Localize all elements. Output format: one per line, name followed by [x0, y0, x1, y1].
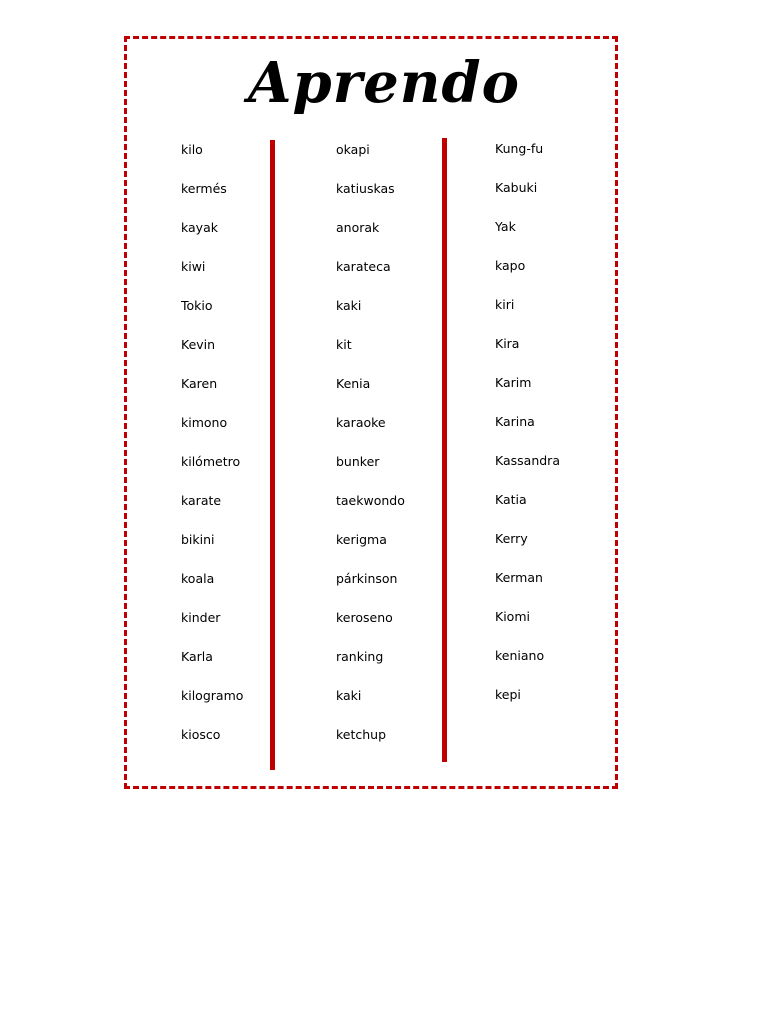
word-item: Kira [495, 336, 520, 351]
word-item: Tokio [181, 298, 213, 313]
word-item: kit [336, 337, 352, 352]
word-item: kerigma [336, 532, 387, 547]
word-item: keniano [495, 648, 545, 663]
column-divider-2 [442, 138, 447, 762]
word-column-2 [336, 142, 405, 766]
word-item: okapi [336, 142, 370, 157]
word-item: kilómetro [181, 454, 241, 469]
word-item: kermés [181, 181, 227, 196]
word-item: Karen [181, 376, 218, 391]
word-item: Kevin [181, 337, 216, 352]
word-item: kimono [181, 415, 228, 430]
word-item: kilo [181, 142, 203, 157]
word-item: bunker [336, 454, 380, 469]
word-item: kepi [495, 687, 521, 702]
word-item: Karim [495, 375, 532, 390]
word-item: katiuskas [336, 181, 395, 196]
word-item: kilogramo [181, 688, 244, 703]
word-item: ketchup [336, 727, 387, 742]
word-column-3 [495, 141, 560, 726]
word-item: Kabuki [495, 180, 538, 195]
word-item: bikini [181, 532, 215, 547]
word-item: Karina [495, 414, 535, 429]
word-item: taekwondo [336, 493, 405, 508]
word-item: kiri [495, 297, 515, 312]
word-item: kaki [336, 688, 362, 703]
word-item: anorak [336, 220, 380, 235]
word-item: kaki [336, 298, 362, 313]
word-item: kiosco [181, 727, 221, 742]
word-item: kiwi [181, 259, 206, 274]
word-item: Kerman [495, 570, 543, 585]
word-item: Kenia [336, 376, 371, 391]
word-item: karateca [336, 259, 391, 274]
word-item: Yak [495, 219, 516, 234]
word-item: keroseno [336, 610, 393, 625]
page-title: Aprendo [248, 50, 520, 116]
word-item: karaoke [336, 415, 386, 430]
word-item: Kerry [495, 531, 528, 546]
word-item: koala [181, 571, 215, 586]
word-item: kapo [495, 258, 526, 273]
word-item: ranking [336, 649, 384, 664]
word-item: Katia [495, 492, 527, 507]
word-item: Kiomi [495, 609, 530, 624]
word-item: Karla [181, 649, 213, 664]
word-item: kinder [181, 610, 221, 625]
word-item: kayak [181, 220, 218, 235]
word-item: karate [181, 493, 222, 508]
word-item: párkinson [336, 571, 398, 586]
word-item: Kassandra [495, 453, 560, 468]
word-item: Kung-fu [495, 141, 544, 156]
column-divider-1 [270, 140, 275, 770]
word-column-1 [181, 142, 243, 766]
